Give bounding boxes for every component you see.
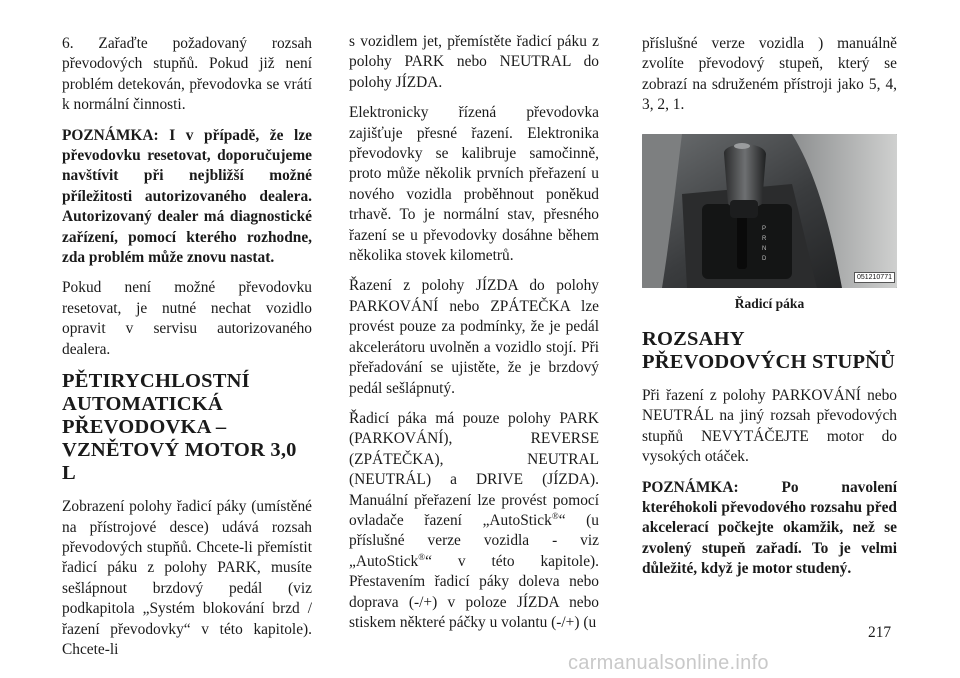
photo-caption: Řadicí páka [734, 295, 805, 311]
column-right [642, 34, 897, 590]
svg-text:R: R [762, 235, 767, 242]
photo-reference-id: 0512107​71 [854, 272, 895, 283]
registered-mark: ® [551, 510, 559, 521]
text-run: “ (u příslušné verze vozidla - viz „AutoStick [349, 511, 599, 570]
registered-mark: ® [418, 551, 426, 562]
paragraph: Zobrazení polohy řadicí páky (umístěné na přístrojové desce) udává rozsah převodových stupňů. Chcete-li přemístit řadicí páku z polohy PARK, musíte sešlápnout brzdový pedál (viz podkapitola „Systém blokování brzd / řazení převodovky“ v této kapitole). Chcete-li [62, 498, 312, 658]
section-heading: PĚTIRYCHLOSTNÍ AUTOMATICKÁ PŘEVODOVKA – VZNĚTOVÝ MOTOR 3,0 L [62, 370, 297, 485]
svg-text:D: D [762, 255, 767, 262]
note-paragraph: POZNÁMKA: Po navolení kteréhokoli převodového rozsahu před akcelerací počkejte okamžik, než se zvolený stupeň zařadí. To je velmi důležité, když je motor studený. [642, 478, 897, 578]
paragraph: Pokud není možné převodovku resetovat, je nutné nechat vozidlo opravit v servisu autorizovaného dealera. [62, 279, 312, 358]
paragraph: Při řazení z polohy PARKOVÁNÍ nebo NEUTRÁL na jiný rozsah převodových stupňů NEVYTÁČEJTE motor do vysokých otáček. [642, 387, 897, 466]
paragraph: 6. Zařaďte požadovaný rozsah převodových stupňů. Pokud již není problém detekován, převodovka se vrátí k normální činnosti. [62, 35, 312, 114]
paragraph [349, 409, 599, 633]
gear-shifter-illustration [642, 134, 897, 288]
section-heading: ROZSAHY PŘEVODOVÝCH STUPŇŮ [642, 328, 896, 374]
watermark: carmanualsonline.info [568, 652, 769, 674]
gear-shifter-photo [642, 134, 897, 288]
svg-text:N: N [762, 245, 767, 252]
paragraph: Řazení z polohy JÍZDA do polohy PARKOVÁNÍ nebo ZPÁTEČKA lze provést pouze za podmínky, že je pedál akcelerátoru uvolněn a vozidlo stojí. Při přeřadování se ujistěte, že je brzdový pedál sešlápnutý. [349, 277, 599, 397]
paragraph: příslušné verze vozidla ) manuálně zvolíte převodový stupeň, který se zobrazí na sdruženém přístroji jako 5, 4, 3, 2, 1. [642, 35, 897, 114]
text-run: “ v této kapitole). Přestavením řadicí páky doleva nebo doprava (-/+) v poloze JÍZDA nebo stiskem některé páčky u volantu (-/+) (u [349, 552, 599, 631]
page-number: 217 [868, 624, 892, 641]
column-middle [349, 32, 599, 643]
paragraph: Elektronicky řízená převodovka zajišťuje přesné řazení. Elektronika převodovky se kalibruje samočinně, proto může několik prvních přeřazení u nového vozidla proběhnout poněkud trhavě. To je normální stav, přesného řazení se u převodovky dosáhne během několika stovek kilometrů. [349, 104, 599, 265]
svg-text:P: P [762, 225, 767, 232]
text-run: Řadicí páka má pouze polohy PARK (PARKOVÁNÍ), REVERSE (ZPÁTEČKA), NEUTRAL (NEUTRÁL) a DRIVE (JÍZDA). Manuální přeřazení lze provést pomocí ovladače řazení „AutoStick [349, 409, 599, 529]
note-paragraph: POZNÁMKA: I v případě, že lze převodovku resetovat, doporučujeme navštívit při nejbližší možné příležitosti autorizovaného dealera. Autorizovaný dealer má diagnostické zařízení, pomocí kterého rozhodne, zda problém může znovu nastat. [62, 126, 312, 267]
paragraph: s vozidlem jet, přemístěte řadicí páku z polohy PARK nebo NEUTRAL do polohy JÍZDA. [349, 33, 599, 91]
column-left [62, 34, 312, 670]
